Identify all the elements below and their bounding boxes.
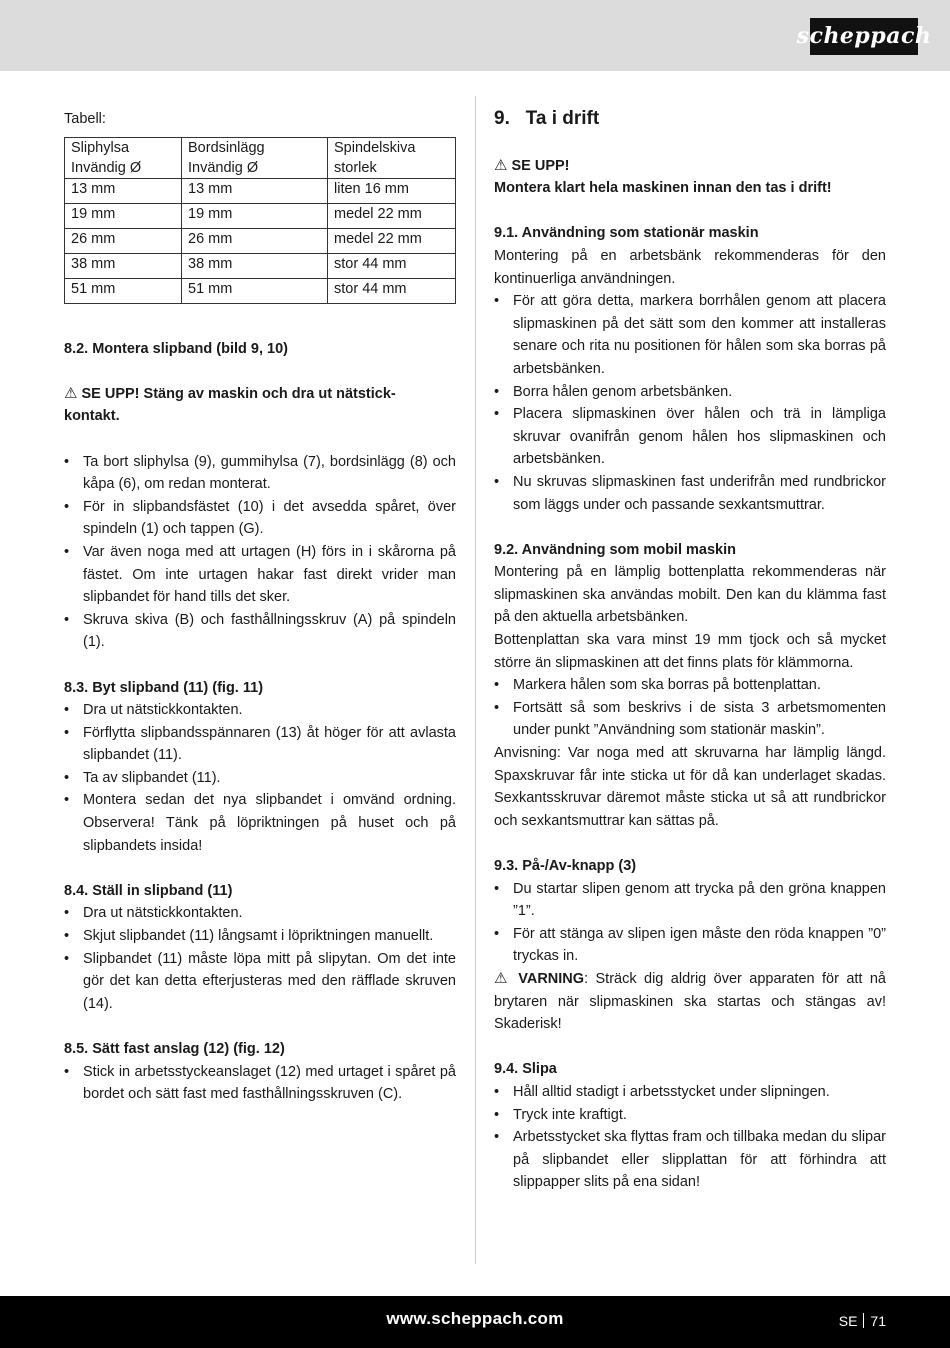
list-item: • Tryck inte kraftigt.	[494, 1104, 886, 1127]
list-item: • För in slipbandsfästet (10) i det avsedda spåret, över spindeln (1) och tappen (G).	[64, 496, 456, 541]
list-item: • Skjut slipbandet (11) långsamt i löpriktningen manuellt.	[64, 925, 456, 948]
section-9-1-list	[494, 290, 886, 516]
warning-icon: ⚠	[494, 969, 511, 987]
list-item: • Markera hålen som ska borras på bottenplattan.	[494, 674, 886, 697]
list-item: • Ta av slipbandet (11).	[64, 767, 456, 790]
section-9-2-para: Bottenplattan ska vara minst 19 mm tjock och så mycket större än slipmaskinen att det finns plats för klämmorna.	[494, 632, 886, 671]
column-divider	[475, 96, 476, 1264]
right-column	[494, 108, 886, 1194]
size-table	[64, 137, 456, 304]
header-cell: Spindelskiva storlek	[328, 137, 456, 178]
section-9-3-list	[494, 878, 886, 968]
warning-icon: ⚠	[494, 156, 508, 174]
footer-band	[0, 1296, 950, 1348]
list-item: • För att göra detta, markera borrhålen genom att placera slipmaskinen på det sätt som den kommer att installeras senare och rita nu positionen för hålen som ska borras på arbetsbänken.	[494, 290, 886, 380]
section-9-2-title: 9.2. Användning som mobil maskin	[494, 541, 736, 558]
header-cell: Sliphylsa Invändig Ø	[65, 137, 182, 178]
section-9-warning: ⚠ SE UPP!	[494, 156, 570, 174]
section-8-3-title: 8.3. Byt slipband (11) (fig. 11)	[64, 679, 264, 696]
section-8-2-title: 8.2. Montera slipband (bild 9, 10)	[64, 340, 288, 357]
section-9-warning-text: Montera klart hela maskinen innan den tas i drift!	[494, 180, 832, 197]
section-8-5-list	[64, 1061, 456, 1106]
section-8-2-warning: ⚠ SE UPP! Stäng av maskin och dra ut nätstick- kontakt.	[64, 384, 396, 425]
section-9-4-list	[494, 1081, 886, 1194]
section-8-4-list	[64, 902, 456, 1015]
section-8-2-list	[64, 451, 456, 654]
section-9-2-note: Anvisning: Var noga med att skruvarna har lämplig längd. Spaxskruvar får inte sticka ut för då kan underlaget skadas. Sexkantsskruvar däremot måste sticka ut så att rundbrickor och sexkantsmuttrar kan sättas på.	[494, 745, 886, 829]
footer-website-link[interactable]: www.scheppach.com	[386, 1309, 564, 1328]
section-9-2-para: Montering på en lämplig bottenplatta rekommenderas när slipmaskinen ska användas mobilt. Den kan du klämma fast på den aktuella arbetsbänken.	[494, 564, 886, 626]
section-8-3-list	[64, 699, 456, 857]
section-9-3-title: 9.3. På-/Av-knapp (3)	[494, 858, 637, 874]
page-separator	[863, 1313, 864, 1328]
list-item: • Dra ut nätstickkontakten.	[64, 902, 456, 925]
list-item: • Stick in arbetsstyckeanslaget (12) med urtaget i spåret på bordet och sätt fast med fasthållningsskruven (C).	[64, 1061, 456, 1106]
page-number-value: 71	[870, 1313, 886, 1329]
list-item: • Borra hålen genom arbetsbänken.	[494, 381, 886, 404]
table-header-row	[65, 137, 456, 178]
list-item: • Montera sedan det nya slipbandet i omvänd ordning. Observera! Tänk på löpriktningen på huset och på slipbandets insida!	[64, 789, 456, 857]
left-column	[64, 108, 456, 1106]
section-8-4-title: 8.4. Ställ in slipband (11)	[64, 882, 233, 899]
list-item: • Förflytta slipbandsspännaren (13) åt höger för att avlasta slipbandet (11).	[64, 722, 456, 767]
table-row: 13 mm 13 mm liten 16 mm	[65, 178, 456, 203]
list-item: • Placera slipmaskinen över hålen och trä in lämpliga skruvar ovanifrån genom hålen hos slipmaskinen och arbetsbänken.	[494, 403, 886, 471]
list-item: • Håll alltid stadigt i arbetsstycket under slipningen.	[494, 1081, 886, 1104]
list-item: • Dra ut nätstickkontakten.	[64, 699, 456, 722]
list-item: • För att stänga av slipen igen måste den röda knappen ”0” tryckas in.	[494, 923, 886, 968]
list-item: • Du startar slipen genom att trycka på den gröna knappen ”1”.	[494, 878, 886, 923]
list-item: • Skruva skiva (B) och fasthållningsskruv (A) på spindeln (1).	[64, 609, 456, 654]
language-code: SE	[838, 1313, 858, 1329]
list-item: • Arbetsstycket ska flyttas fram och tillbaka medan du slipar på slipbandet eller slipplattan för att förhindra att slippapper slits på ena sidan!	[494, 1126, 886, 1194]
section-9-1-title: 9.1. Användning som stationär maskin	[494, 225, 759, 242]
section-9-4-title: 9.4. Slipa	[494, 1061, 557, 1078]
table-row: 19 mm 19 mm medel 22 mm	[65, 203, 456, 228]
warning-icon: ⚠	[64, 384, 78, 402]
section-9-title: 9. Ta i drift	[494, 108, 600, 129]
section-9-1-intro: Montering på en arbetsbänk rekommenderas för den kontinuerliga användningen.	[494, 247, 886, 287]
header-cell: Bordsinlägg Invändig Ø	[182, 137, 328, 178]
section-9-2-list	[494, 674, 886, 742]
list-item: • Slipbandet (11) måste löpa mitt på slipytan. Om det inte gör det kan detta efterjusteras med den räfflade skruven (14).	[64, 948, 456, 1016]
list-item: • Nu skruvas slipmaskinen fast underifrån med rundbrickor som läggs under och passande sexkantsmuttrar.	[494, 471, 886, 516]
list-item: • Ta bort sliphylsa (9), gummihylsa (7), bordsinlägg (8) och kåpa (6), om redan monterat.	[64, 451, 456, 496]
table-caption: Tabell:	[64, 111, 106, 127]
table-row: 38 mm 38 mm stor 44 mm	[65, 253, 456, 278]
table-row: 26 mm 26 mm medel 22 mm	[65, 228, 456, 253]
logo-text: scheppach	[796, 23, 932, 50]
table-row: 51 mm 51 mm stor 44 mm	[65, 278, 456, 303]
section-8-5-title: 8.5. Sätt fast anslag (12) (fig. 12)	[64, 1041, 285, 1057]
page-number	[839, 1310, 886, 1333]
list-item: • Var även noga med att urtagen (H) förs in i skårorna på fästet. Om inte urtagen hakar fast direkt vrider man slipbandet för hand tills det sker.	[64, 541, 456, 609]
brand-logo	[796, 18, 932, 55]
list-item: • Fortsätt så som beskrivs i de sista 3 arbetsmomenten under punkt ”Användning som stationär maskin”.	[494, 697, 886, 742]
section-9-3-warning: ⚠ VARNING: Sträck dig aldrig över apparaten för att nå brytaren när slipmaskinen ska startas och stängas av! Skaderisk!	[494, 969, 886, 1033]
